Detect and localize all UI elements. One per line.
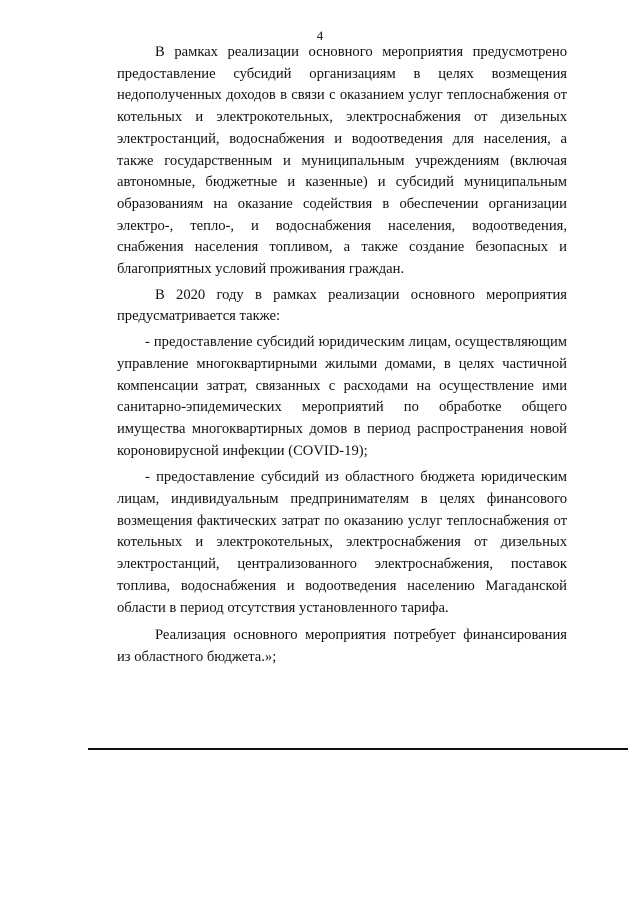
document-body <box>117 42 567 669</box>
list-item-regional-budget-subsidies: - предоставление субсидий из областного бюджета юридическим лицам, индивидуальным предпринимателям в целях финансового возмещения фактических затрат по оказанию услуг теплоснабжения от котельных и электрокотельных, электроснабжения от дизельных электростанций, централизованного электроснабжения, поставок топлива, водоснабжения и водоотведения населению Магаданской области в период отсутствия установленного тарифа. <box>117 469 567 616</box>
paragraph-financing: Реализация основного мероприятия потребует финансирования из областного бюджета.»; <box>117 627 567 665</box>
footer-divider <box>88 748 628 750</box>
list-item-covid-subsidies: - предоставление субсидий юридическим лицам, осуществляющим управление многоквартирными жилыми домами, в целях частичной компенсации затрат, связанных с расходами на осуществление ими санитарно-эпидемических мероприятий по обработке общего имущества многоквартирных домов в период распространения новой короновирусной инфекции (COVID-19); <box>117 334 567 459</box>
paragraph-main-activity: В рамках реализации основного мероприятия предусмотрено предоставление субсидий организациям в целях возмещения недополученных доходов в связи с оказанием услуг теплоснабжения от котельных и электрокотельных, электроснабжения от дизельных электростанций, водоснабжения и водоотведения для населения, а также государственным и муниципальным учреждениям (включая автономные, бюджетные и казенные) и субсидий муниципальным образованиям на оказание содействия в обеспечении организации электро-, тепло-, и водоснабжения населения, водоотведения, снабжения населения топливом, а также создание безопасных и благоприятных условий проживания граждан. <box>117 44 567 278</box>
page-number: 4 <box>316 28 324 43</box>
paragraph-2020-intro: В 2020 году в рамках реализации основного мероприятия предусматривается также: <box>117 286 567 325</box>
